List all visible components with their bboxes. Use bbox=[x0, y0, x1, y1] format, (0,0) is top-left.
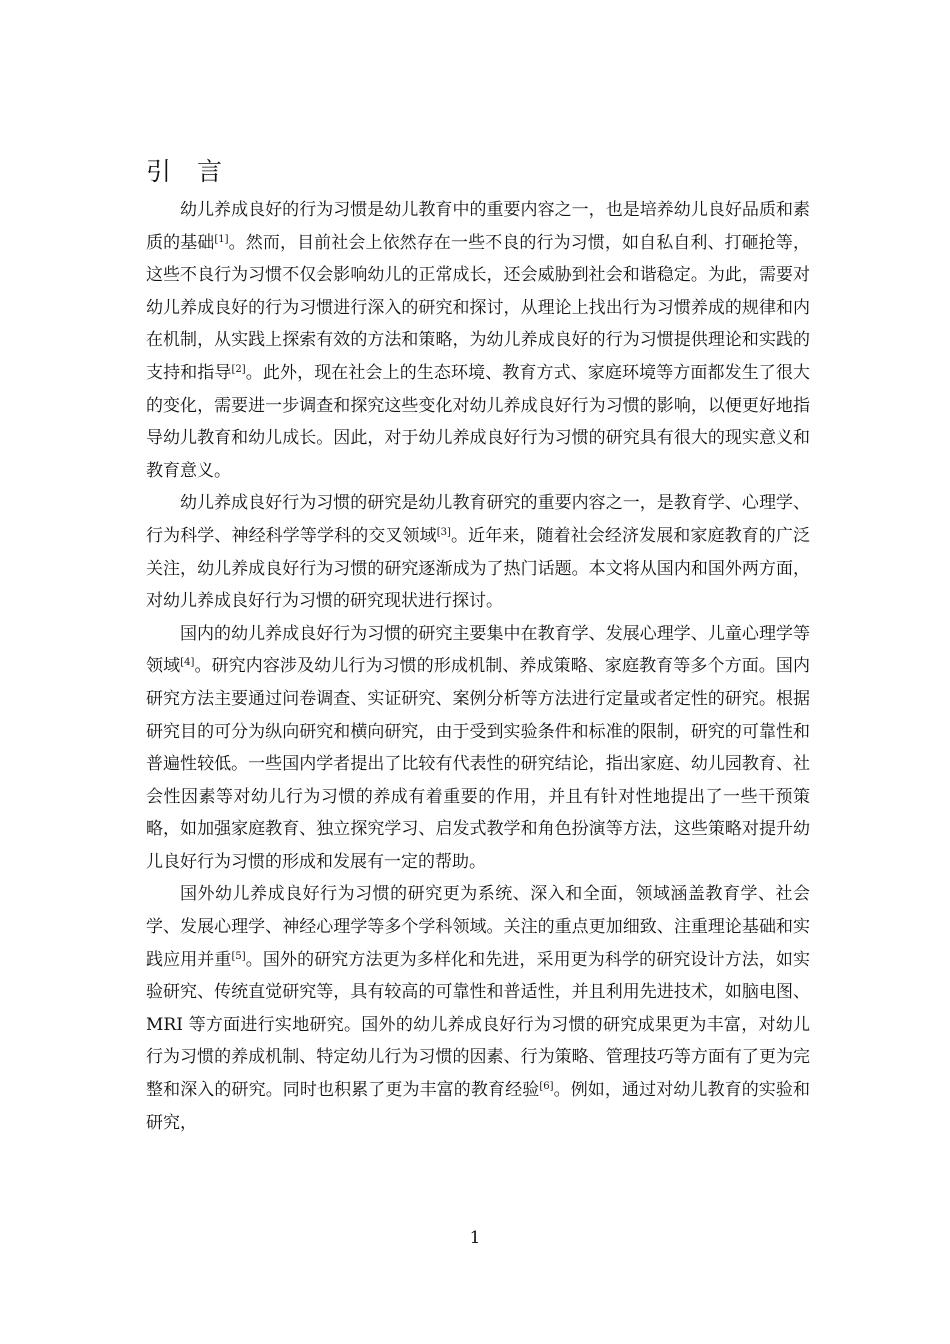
citation-marker: [2] bbox=[231, 363, 246, 375]
paragraph-text: 。例如，通过对幼儿教育的实验和研究， bbox=[146, 1080, 811, 1133]
paragraph-text: 幼儿养成良好行为习惯的研究是幼儿教育研究的重要内容之一，是教育学、心理学、行为科学、神经科学等学科的交叉领域 bbox=[146, 493, 810, 546]
body-text bbox=[146, 194, 810, 1139]
paragraph bbox=[146, 487, 810, 617]
paragraph bbox=[146, 194, 810, 487]
paragraph bbox=[146, 878, 810, 1139]
page-number: 1 bbox=[469, 1228, 481, 1248]
citation-marker: [4] bbox=[180, 657, 195, 669]
paragraph-text: 。国外的研究方法更为多样化和先进，采用更为科学的研究设计方法，如实验研究、传统直觉研究等，具有较高的可靠性和普适性，并且利用先进技术，如脑电图、MRI 等方面进行实地研究。国外的幼儿养成良好行为习惯的研究成果更为丰富，对幼儿行为习惯的养成机制、特定幼儿行为习惯的因素、行为策略、管理技巧等方面有了更为完整和深入的研究。同时也积累了更为丰富的教育经验 bbox=[146, 949, 811, 1101]
paragraph-text: 国内的幼儿养成良好行为习惯的研究主要集中在教育学、发展心理学、儿童心理学等领域 bbox=[146, 623, 810, 677]
citation-marker: [5] bbox=[231, 950, 246, 962]
citation-marker: [1] bbox=[214, 233, 229, 245]
paragraph-text: 国外幼儿养成良好行为习惯的研究更为系统、深入和全面，领域涵盖教育学、社会学、发展心理学、神经心理学等多个学科领域。关注的重点更加细致、注重理论基础和实践应用并重 bbox=[146, 884, 810, 970]
paragraph bbox=[146, 618, 810, 879]
paragraph-text: 幼儿养成良好的行为习惯是幼儿教育中的重要内容之一，也是培养幼儿良好品质和素质的基础 bbox=[146, 200, 810, 253]
paragraph-text: 。研究内容涉及幼儿行为习惯的形成机制、养成策略、家庭教育等多个方面。国内研究方法主要通过问卷调查、实证研究、案例分析等方法进行定量或者定性的研究。根据研究目的可分为纵向研究和横向研究，由于受到实验条件和标准的限制，研究的可靠性和普遍性较低。一些国内学者提出了比较有代表性的研究结论，指出家庭、幼儿园教育、社会性因素等对幼儿行为习惯的养成有着重要的作用，并且有针对性地提出了一些干预策略，如加强家庭教育、独立探究学习、启发式教学和角色扮演等方法，这些策略对提升幼儿良好行为习惯的形成和发展有一定的帮助。 bbox=[146, 656, 810, 872]
citation-marker: [3] bbox=[436, 526, 451, 538]
paragraph-text: 。此外，现在社会上的生态环境、教育方式、家庭环境等方面都发生了很大的变化，需要进一步调查和探究这些变化对幼儿养成良好行为习惯的影响，以便更好地指导幼儿教育和幼儿成长。因此，对于幼儿养成良好行为习惯的研究具有很大的现实意义和教育意义。 bbox=[146, 362, 811, 481]
paragraph-text: 。近年来，随着社会经济发展和家庭教育的广泛关注，幼儿养成良好行为习惯的研究逐渐成为了热门话题。本文将从国内和国外两方面，对幼儿养成良好行为习惯的研究现状进行探讨。 bbox=[146, 525, 811, 612]
section-heading: 引言 bbox=[146, 157, 249, 186]
paragraph-text: 。然而，目前社会上依然存在一些不良的行为习惯，如自私自利、打砸抢等，这些不良行为习惯不仅会影响幼儿的正常成长，还会威胁到社会和谐稳定。为此，需要对幼儿养成良好的行为习惯进行深入的研究和探讨，从理论上找出行为习惯养成的规律和内在机制，从实践上探索有效的方法和策略，为幼儿养成良好的行为习惯提供理论和实践的支持和指导 bbox=[146, 232, 811, 383]
citation-marker: [6] bbox=[539, 1081, 554, 1093]
